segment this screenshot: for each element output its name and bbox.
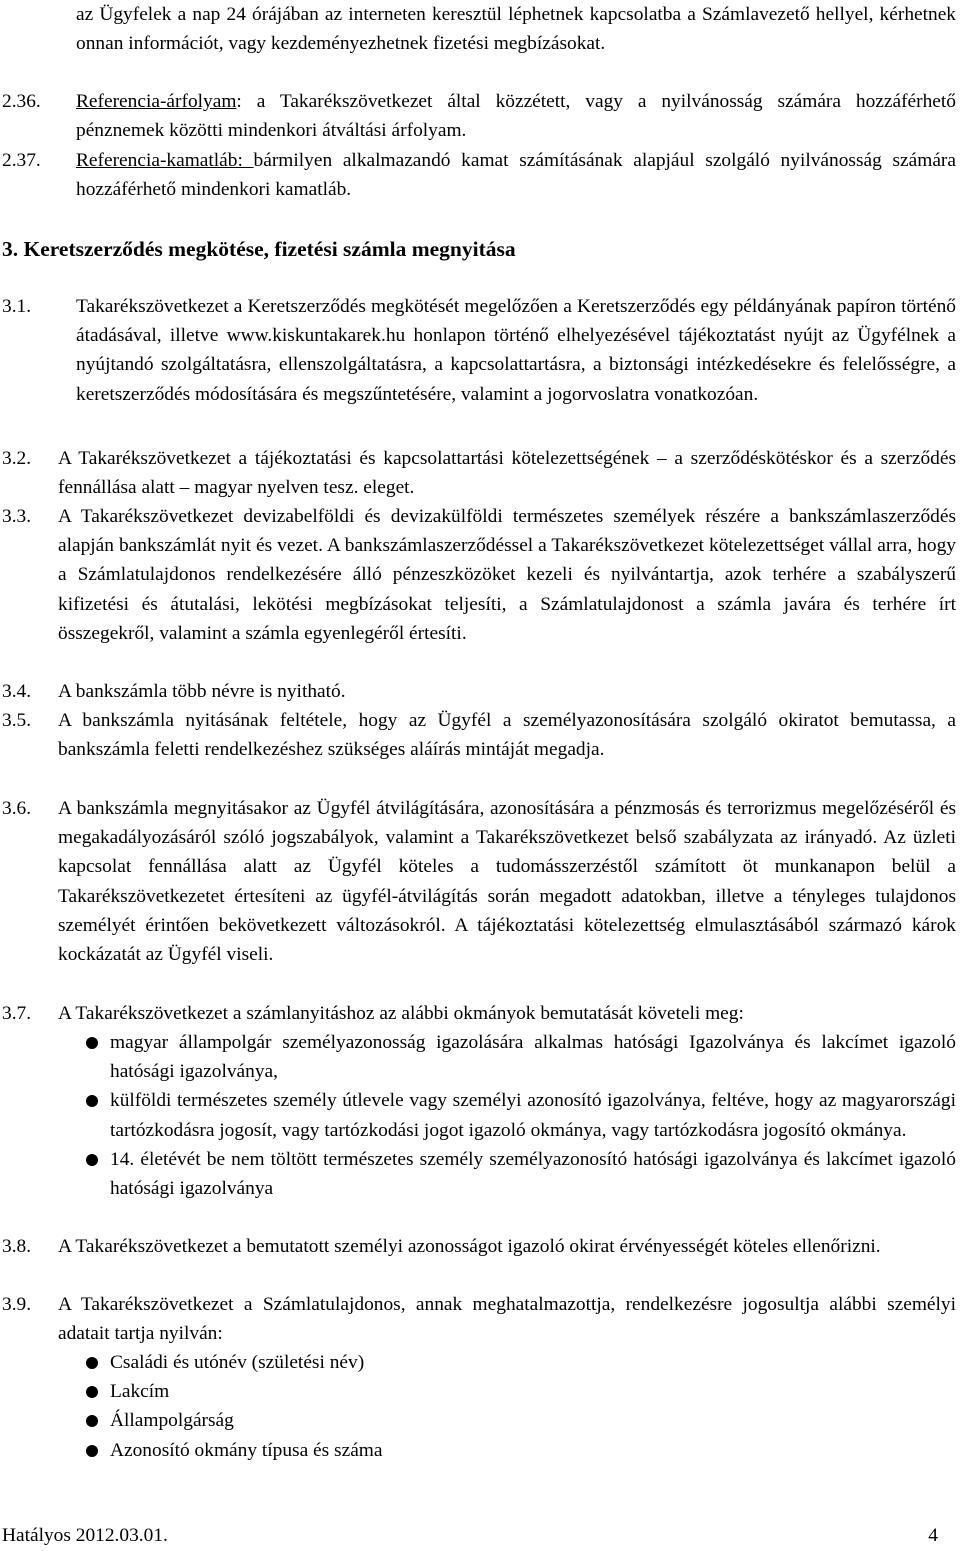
clause-text: A Takarékszövetkezet a Számlatulajdonos, annak meghatalmazottja, rendelkezésre jogosultja alábbi személyi adatait tartja nyilván: bbox=[58, 1294, 956, 1345]
clause-number: 3.4. bbox=[2, 681, 32, 702]
clause-text: A bankszámla több névre is nyitható. bbox=[58, 681, 346, 702]
clause-number: 3.6. bbox=[2, 798, 32, 819]
clause-text: A Takarékszövetkezet a tájékoztatási és kapcsolattartási kötelezettségének – a szerződéskötéskor és a szerződés fennállása alatt – magyar nyelven tesz. eleget. bbox=[58, 448, 956, 499]
list-item: Állampolgárság bbox=[80, 1406, 956, 1435]
list-item: Azonosító okmány típusa és száma bbox=[80, 1436, 956, 1465]
footer-page-number: 4 bbox=[928, 1525, 938, 1546]
clause-text: A Takarékszövetkezet a számlanyitáshoz az alábbi okmányok bemutatását követeli meg: bbox=[58, 1003, 744, 1024]
section-heading: 3. Keretszerződés megkötése, fizetési számla megnyitása bbox=[2, 237, 516, 261]
definition-body: : a Takarékszövetkezet által közzétett, vagy a nyilvánosság számára hozzáférhető pénznemek közötti mindenkori átváltási árfolyam. bbox=[76, 91, 956, 142]
clause-text: A bankszámla nyitásának feltétele, hogy az Ügyfél a személyazonosítására szolgáló okiratot bemutassa, a bankszámla feletti rendelkezéshez szükséges aláírás mintáját megadja. bbox=[58, 710, 956, 761]
definition-term: Referencia-kamatláb: bbox=[76, 150, 254, 171]
definition-body: bármilyen alkalmazandó kamat számításának alapjául szolgáló nyilvánosság számára hozzáférhető mindenkori kamatláb. bbox=[76, 150, 956, 201]
list-item: 14. életévét be nem töltött természetes személy személyazonosító hatósági igazolványa és lakcímet igazoló hatósági igazolványa bbox=[80, 1145, 956, 1203]
clause-text: Takarékszövetkezet a Keretszerződés megkötését megelőzően a Keretszerződés egy példányának papíron történő átadásával, illetve www.kiskuntakarek.hu honlapon történő elhelyezésével tájékoztatást nyújt az Ügyfélnek a nyújtandó szolgáltatásra, ellenszolgáltatásra, a kapcsolattartásra, a biztonsági intézkedésekre és felelősségre, a keretszerződés módosítására és megszűntetésére, valamint a jogorvoslatra vonatkozóan. bbox=[76, 296, 956, 405]
clause-text: A Takarékszövetkezet devizabelföldi és devizakülföldi természetes személyek részére a bankszámlaszerződés alapján bankszámlát nyit és vezet. A bankszámlaszerződéssel a Takarékszövetkezet kötelezettséget vállal arra, hogy a Számlatulajdonos rendelkezésére álló pénzeszközöket kezeli és nyilvántartja, azok terhére a szabályszerű kifizetési és átutalási, lekötési megbízásokat teljesíti, a Számlatulajdonost a számla javára és terhére írt összegekről, valamint a számla egyenlegéről értesíti. bbox=[58, 506, 956, 644]
required-documents-list bbox=[80, 1028, 956, 1203]
intro-text: az Ügyfelek a nap 24 órájában az interneten keresztül léphetnek kapcsolatba a Számlavezető hellyel, kérhetnek onnan információt, vagy kezdeményezhetnek fizetési megbízásokat. bbox=[76, 4, 956, 55]
list-item: Családi és utónév (születési név) bbox=[80, 1348, 956, 1377]
definition-term: Referencia-árfolyam bbox=[76, 91, 237, 112]
list-item: magyar állampolgár személyazonosság igazolására alkalmas hatósági Igazolványa és lakcímet igazoló hatósági igazolványa, bbox=[80, 1028, 956, 1086]
clause-number: 3.9. bbox=[2, 1294, 32, 1315]
clause-number: 2.36. bbox=[2, 91, 41, 112]
list-item: Lakcím bbox=[80, 1377, 956, 1406]
definition-text bbox=[76, 87, 956, 145]
clause-number: 3.8. bbox=[2, 1236, 32, 1257]
clause-number: 3.7. bbox=[2, 1003, 32, 1024]
clause-number: 2.37. bbox=[2, 150, 41, 171]
clause-number: 3.1. bbox=[2, 296, 32, 317]
definition-text bbox=[76, 146, 956, 204]
personal-data-list bbox=[80, 1348, 956, 1465]
clause-number: 3.5. bbox=[2, 710, 32, 731]
clause-number: 3.2. bbox=[2, 448, 32, 469]
list-item: külföldi természetes személy útlevele vagy személyi azonosító igazolványa, feltéve, hogy az magyarországi tartózkodásra jogosít, vagy tartózkodási jogot igazoló okmánya, vagy tartózkodásra jogosító okmánya. bbox=[80, 1086, 956, 1144]
clause-text: A Takarékszövetkezet a bemutatott személyi azonosságot igazoló okirat érvényességét köteles ellenőrizni. bbox=[58, 1236, 881, 1257]
footer-effective-date: Hatályos 2012.03.01. bbox=[2, 1525, 168, 1546]
clause-text: A bankszámla megnyitásakor az Ügyfél átvilágítására, azonosítására a pénzmosás és terrorizmus megelőzéséről és megakadályozásáról szóló jogszabályok, valamint a Takarékszövetkezet belső szabályzata az irányadó. Az üzleti kapcsolat fennállása alatt az Ügyfél köteles a tudomásszerzéstől számított öt munkanapon belül a Takarékszövetkezetet értesíteni az ügyfél-átvilágítás során megadott adatokban, illetve a tényleges tulajdonos személyét érintően bekövetkezett változásokról. A tájékoztatási kötelezettség elmulasztásából származó károk kockázatát az Ügyfél viseli. bbox=[58, 798, 956, 966]
clause-number: 3.3. bbox=[2, 506, 32, 527]
